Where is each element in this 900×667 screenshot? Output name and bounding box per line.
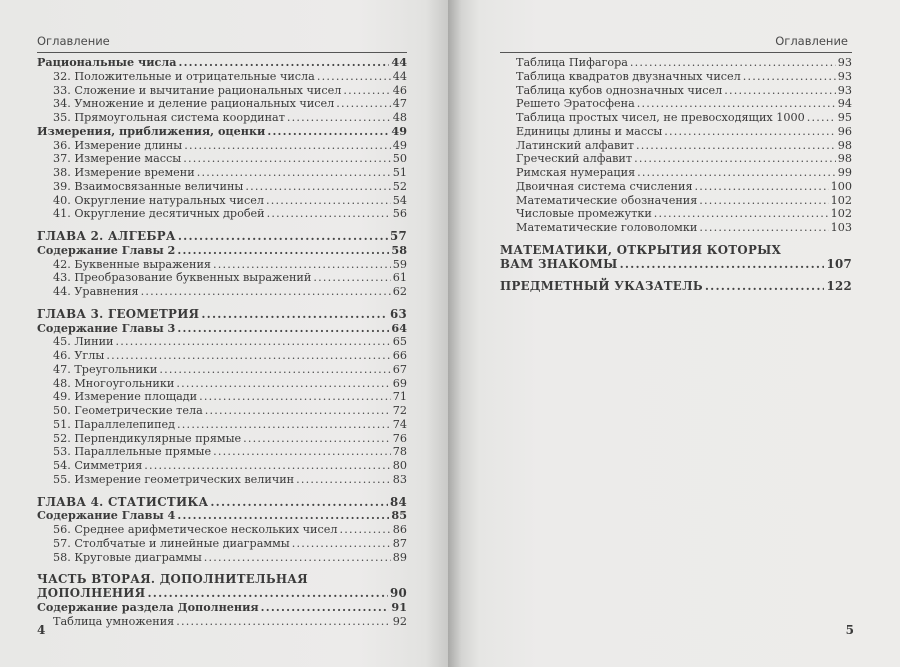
toc-entry-title: Таблица умножения — [53, 614, 175, 628]
dot-leader — [213, 445, 391, 459]
toc-entry[interactable] — [500, 166, 852, 180]
toc-entry[interactable] — [37, 139, 407, 153]
toc-entry-page: 62 — [392, 285, 407, 298]
dot-leader — [266, 194, 391, 208]
page-number: 4 — [37, 623, 46, 637]
toc-entry[interactable] — [37, 258, 407, 272]
toc-entry[interactable] — [500, 84, 852, 98]
dot-leader — [178, 56, 389, 70]
dot-leader — [636, 139, 836, 153]
toc-entry-title: Латинский алфавит — [516, 138, 634, 152]
toc-entry[interactable] — [37, 537, 407, 551]
dot-leader — [336, 97, 390, 111]
toc-entry[interactable] — [500, 70, 852, 84]
toc-entry-title: ГЛАВА 4. СТАТИСТИКА — [37, 494, 209, 509]
toc-chapter-heading-line: ЧАСТЬ ВТОРАЯ. ДОПОЛНИТЕЛЬНАЯ — [37, 572, 308, 587]
dot-leader — [317, 70, 391, 84]
toc-entry-title: 49. Измерение площади — [53, 390, 198, 404]
dot-leader — [210, 496, 388, 510]
toc-entry-title: 35. Прямоугольная система координат — [53, 111, 285, 124]
toc-entry-page: 102 — [830, 193, 852, 207]
dot-leader — [699, 194, 828, 208]
toc-entry-title: 54. Симметрия — [53, 459, 143, 472]
toc-entry-title: Единицы длины и массы — [516, 124, 663, 138]
toc-entry[interactable] — [37, 404, 407, 418]
toc-entry-title: 56. Среднее арифметическое нескольких чисел — [53, 523, 338, 536]
toc-entry[interactable] — [500, 180, 852, 194]
toc-entry-page: 103 — [830, 221, 852, 234]
dot-leader — [637, 97, 836, 111]
toc-entry-title: 43. Преобразование буквенных выражений — [53, 271, 312, 285]
toc-chapter-entry[interactable] — [37, 230, 407, 244]
toc-entry-title: ГЛАВА 3. ГЕОМЕТРИЯ — [37, 306, 200, 321]
toc-section-entry[interactable] — [37, 601, 407, 615]
dot-leader — [637, 166, 836, 180]
toc-entry[interactable] — [37, 418, 407, 432]
toc-entry-page: 96 — [837, 124, 852, 138]
dot-leader — [743, 70, 836, 84]
toc-section-entry[interactable] — [37, 509, 407, 523]
dot-leader — [296, 473, 391, 487]
toc-entry[interactable] — [37, 97, 407, 111]
toc-entry[interactable] — [37, 459, 407, 473]
dot-leader — [695, 180, 829, 194]
toc-entry-page: 65 — [392, 335, 407, 349]
dot-leader — [620, 258, 825, 272]
toc-entry-page: 76 — [392, 431, 407, 445]
dot-leader — [243, 432, 391, 446]
header-rule — [500, 52, 852, 53]
toc-entry-title: 46. Углы — [53, 349, 105, 362]
dot-leader — [106, 349, 390, 363]
running-head: Оглавление — [775, 34, 848, 48]
toc-entry[interactable] — [37, 84, 407, 98]
toc-entry[interactable] — [500, 207, 852, 221]
table-of-contents — [500, 56, 852, 294]
toc-entry-title: 50. Геометрические тела — [53, 404, 203, 417]
toc-entry-title: Двоичная система счисления — [516, 179, 693, 193]
toc-entry-page: 51 — [392, 166, 407, 179]
toc-entry-title: 45. Линии — [53, 335, 114, 349]
toc-entry-page: 90 — [389, 586, 407, 600]
toc-entry-title: 36. Измерение длины — [53, 138, 183, 152]
toc-section-entry[interactable] — [37, 56, 407, 70]
header-rule — [37, 52, 407, 53]
dot-leader — [313, 271, 390, 285]
toc-entry-title: 41. Округление десятичных дробей — [53, 207, 265, 221]
dot-leader — [116, 335, 391, 349]
toc-entry-title: 39. Взаимосвязанные величины — [53, 179, 244, 193]
toc-entry-title: 57. Столбчатые и линейные диаграммы — [53, 536, 290, 550]
page-number: 5 — [845, 623, 854, 637]
dot-leader — [176, 377, 390, 391]
toc-entry[interactable] — [500, 221, 852, 235]
toc-entry-page: 92 — [392, 614, 407, 628]
toc-entry[interactable] — [500, 56, 852, 70]
dot-leader — [177, 322, 389, 336]
left-page — [0, 0, 448, 667]
toc-entry[interactable] — [37, 390, 407, 404]
toc-chapter-entry[interactable] — [37, 496, 407, 510]
dot-leader — [245, 180, 390, 194]
toc-entry-title: ВАМ ЗНАКОМЫ — [500, 256, 618, 271]
toc-entry-title: ДОПОЛНЕНИЯ — [37, 586, 146, 600]
dot-leader — [205, 404, 391, 418]
toc-entry-page: 94 — [837, 97, 852, 111]
toc-entry-title: 55. Измерение геометрических величин — [53, 472, 295, 486]
toc-chapter-entry[interactable] — [37, 308, 407, 322]
toc-entry-page: 48 — [392, 111, 407, 124]
toc-entry-page: 47 — [392, 97, 407, 111]
toc-entry-title: Таблица Пифагора — [516, 56, 628, 69]
running-head: Оглавление — [37, 34, 110, 48]
table-of-contents — [37, 56, 407, 628]
toc-entry[interactable] — [500, 97, 852, 111]
toc-entry-page: 59 — [392, 257, 407, 271]
toc-entry-title: Математические головоломки — [516, 221, 698, 234]
dot-leader — [261, 601, 390, 615]
dot-leader — [343, 84, 390, 98]
dot-leader — [292, 537, 391, 551]
toc-entry-title: Рациональные числа — [37, 55, 177, 69]
toc-entry[interactable] — [500, 152, 852, 166]
toc-entry[interactable] — [500, 125, 852, 139]
dot-leader — [144, 459, 390, 473]
dot-leader — [141, 285, 391, 299]
dot-leader — [197, 166, 391, 180]
toc-entry-page: 93 — [837, 56, 852, 69]
dot-leader — [176, 615, 391, 629]
toc-entry-page: 100 — [830, 179, 852, 193]
toc-entry[interactable] — [37, 166, 407, 180]
toc-section-entry[interactable] — [37, 244, 407, 258]
toc-entry-page: 72 — [392, 404, 407, 417]
toc-entry-page: 57 — [389, 229, 407, 243]
toc-entry[interactable] — [37, 523, 407, 537]
toc-entry-title: Содержание раздела Дополнения — [37, 599, 259, 614]
toc-entry-page: 85 — [391, 508, 407, 523]
toc-entry[interactable] — [500, 194, 852, 208]
toc-entry-title: Числовые промежутки — [516, 207, 652, 221]
toc-entry-page: 95 — [837, 111, 852, 124]
dot-leader — [339, 523, 390, 537]
toc-entry-title: 58. Круговые диаграммы — [53, 550, 202, 564]
toc-entry-page: 93 — [837, 83, 852, 97]
toc-entry[interactable] — [37, 70, 407, 84]
dot-leader — [287, 111, 391, 125]
toc-entry-page: 86 — [392, 523, 407, 536]
toc-entry-title: 44. Уравнения — [53, 285, 139, 298]
toc-entry-page: 66 — [392, 349, 407, 362]
right-page — [448, 0, 900, 667]
toc-entry-title: 33. Сложение и вычитание рациональных чисел — [53, 83, 342, 97]
dot-leader — [147, 587, 388, 601]
toc-entry-page: 56 — [392, 207, 407, 221]
toc-entry-title: Содержание Главы 2 — [37, 242, 176, 257]
toc-entry-page: 49 — [391, 123, 407, 138]
dot-leader — [204, 551, 391, 565]
toc-entry-page: 87 — [392, 536, 407, 550]
toc-entry-page: 64 — [391, 320, 407, 335]
toc-entry-page: 80 — [392, 459, 407, 472]
toc-entry-page: 89 — [392, 550, 407, 564]
toc-entry[interactable] — [37, 473, 407, 487]
toc-entry-title: Решето Эратосфена — [516, 97, 635, 111]
dot-leader — [178, 230, 388, 244]
toc-entry-title: 32. Положительные и отрицательные числа — [53, 69, 315, 83]
toc-entry-page: 69 — [392, 376, 407, 390]
dot-leader — [664, 125, 835, 139]
toc-entry-title: Содержание Главы 3 — [37, 320, 176, 335]
toc-entry-title: 51. Параллелепипед — [53, 417, 176, 431]
toc-entry-title: 42. Буквенные выражения — [53, 257, 211, 271]
toc-entry-page: 84 — [389, 494, 407, 509]
dot-leader — [199, 390, 391, 404]
toc-entry-page: 107 — [826, 256, 852, 271]
toc-entry-page: 71 — [392, 390, 407, 404]
toc-entry[interactable] — [37, 349, 407, 363]
dot-leader — [159, 363, 390, 377]
toc-entry[interactable] — [37, 194, 407, 208]
toc-chapter-heading-line: МАТЕМАТИКИ, ОТКРЫТИЯ КОТОРЫХ — [500, 242, 782, 257]
toc-entry[interactable] — [37, 271, 407, 285]
toc-entry-page: 54 — [392, 193, 407, 207]
dot-leader — [201, 308, 388, 322]
toc-entry[interactable] — [37, 285, 407, 299]
toc-entry-page: 102 — [830, 207, 852, 221]
toc-entry-title: Таблица кубов однозначных чисел — [516, 83, 723, 97]
dot-leader — [705, 280, 825, 294]
toc-entry-page: 44 — [392, 69, 407, 83]
toc-entry-page: 52 — [392, 179, 407, 193]
toc-entry[interactable] — [37, 551, 407, 565]
dot-leader — [177, 509, 389, 523]
toc-entry[interactable] — [37, 180, 407, 194]
toc-entry[interactable] — [37, 377, 407, 391]
toc-entry[interactable] — [37, 152, 407, 166]
toc-entry-title: 53. Параллельные прямые — [53, 445, 212, 459]
dot-leader — [267, 207, 391, 221]
dot-leader — [267, 125, 389, 139]
toc-entry-title: 52. Перпендикулярные прямые — [53, 431, 242, 445]
toc-entry[interactable] — [37, 432, 407, 446]
toc-section-entry[interactable] — [37, 322, 407, 336]
dot-leader — [213, 258, 391, 272]
toc-chapter-entry[interactable] — [500, 280, 852, 294]
toc-entry-page: 93 — [837, 69, 852, 83]
toc-entry-title: Таблица квадратов двузначных чисел — [516, 69, 741, 83]
toc-entry-page: 49 — [392, 138, 407, 152]
toc-entry-title: Римская нумерация — [516, 166, 636, 179]
toc-entry[interactable] — [37, 111, 407, 125]
toc-entry-title: Греческий алфавит — [516, 152, 633, 166]
toc-entry[interactable] — [37, 207, 407, 221]
toc-entry-title: 47. Треугольники — [53, 362, 158, 376]
dot-leader — [183, 152, 391, 166]
toc-entry-page: 99 — [837, 166, 852, 179]
toc-entry-page: 78 — [392, 445, 407, 459]
toc-entry-title: ПРЕДМЕТНЫЙ УКАЗАТЕЛЬ — [500, 279, 703, 294]
toc-entry[interactable] — [37, 615, 407, 629]
dot-leader — [177, 418, 391, 432]
dot-leader — [724, 84, 835, 98]
toc-chapter-entry[interactable] — [500, 258, 852, 272]
toc-entry[interactable] — [500, 111, 852, 125]
toc-entry-page: 46 — [392, 83, 407, 97]
dot-leader — [630, 56, 836, 70]
dot-leader — [699, 221, 828, 235]
toc-entry[interactable] — [37, 335, 407, 349]
toc-entry[interactable] — [500, 139, 852, 153]
toc-entry-title: 38. Измерение времени — [53, 166, 195, 179]
toc-chapter-entry[interactable] — [37, 587, 407, 601]
toc-entry-page: 91 — [391, 599, 407, 614]
dot-leader — [184, 139, 391, 153]
toc-entry-title: ГЛАВА 2. АЛГЕБРА — [37, 229, 176, 243]
toc-entry-page: 50 — [392, 152, 407, 166]
toc-entry-title: Измерения, приближения, оценки — [37, 123, 266, 138]
toc-entry-title: 40. Округление натуральных чисел — [53, 193, 264, 207]
toc-entry-page: 83 — [392, 472, 407, 486]
toc-entry[interactable] — [37, 445, 407, 459]
dot-leader — [807, 111, 836, 125]
toc-entry-title: 34. Умножение и деление рациональных чисел — [53, 97, 335, 111]
toc-entry-title: Математические обозначения — [516, 193, 698, 207]
toc-entry-title: Содержание Главы 4 — [37, 508, 176, 523]
toc-entry-page: 44 — [391, 55, 407, 69]
toc-entry-title: 48. Многоугольники — [53, 376, 175, 390]
toc-entry-page: 98 — [837, 138, 852, 152]
dot-leader — [634, 152, 836, 166]
dot-leader — [177, 244, 389, 258]
toc-entry-title: Таблица простых чисел, не превосходящих 1000 — [516, 111, 805, 124]
toc-entry-page: 98 — [837, 152, 852, 166]
toc-entry-page: 58 — [391, 242, 407, 257]
toc-entry-page: 67 — [392, 362, 407, 376]
toc-entry[interactable] — [37, 363, 407, 377]
toc-entry-page: 122 — [826, 279, 852, 294]
dot-leader — [654, 207, 829, 221]
toc-entry-page: 61 — [392, 271, 407, 285]
toc-section-entry[interactable] — [37, 125, 407, 139]
toc-entry-page: 74 — [392, 417, 407, 431]
toc-entry-page: 63 — [389, 306, 407, 321]
toc-entry-title: 37. Измерение массы — [53, 152, 182, 166]
